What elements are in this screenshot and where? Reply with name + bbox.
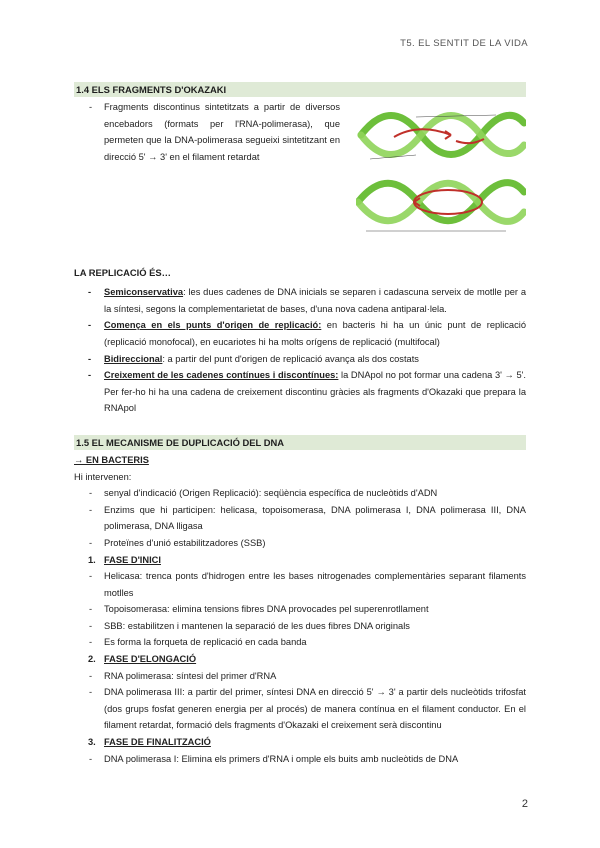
lower-helix [358, 183, 524, 231]
phase-number: 2. [88, 654, 96, 665]
replication-term: Comença en els punts d'origen de replicació: [104, 320, 322, 331]
intervene-intro: Hi intervenen: [74, 471, 132, 482]
okazaki-row [74, 99, 526, 243]
replication-desc: : les dues cadenes de DNA inicials se separen i cadascuna serveix de motlle per a la síntesi, segons la complementarietat de bases, d'una nova cadena antiparal·lela. [104, 287, 526, 314]
list-item: - Topoisomerasa: elimina tensions fibres DNA provocades pel superenrotllament [74, 601, 526, 618]
replication-term: Creixement de les cadenes contínues i discontínues: [104, 370, 339, 381]
replication-term: Bidireccional [104, 353, 163, 364]
replication-desc: : a partir del punt d'origen de replicació avança als dos costats [162, 353, 419, 364]
list-item: - RNA polimerasa: síntesi del primer d'RNA [74, 668, 526, 685]
phase-number: 3. [88, 737, 96, 748]
bacteria-heading: → EN BACTERIS [74, 454, 149, 465]
phase-number: 1. [88, 554, 96, 565]
okazaki-text [74, 99, 340, 243]
list-item: - DNA polimerasa I: Elimina els primers d'RNA i omple els buits amb nucleòtids de DNA [74, 751, 526, 768]
phase-title: FASE DE FINALITZACIÓ [104, 737, 211, 748]
replication-desc: la DNApol no pot formar una cadena 3' → 5'. Per fer-ho hi ha una cadena de creixement discontinu gràcies als fragments d'Okazaki que prepara la RNApol [104, 370, 527, 414]
replication-list [74, 284, 526, 417]
running-header: T5. EL SENTIT DE LA VIDA [400, 38, 528, 49]
section-duplication [74, 435, 526, 767]
replication-item [74, 317, 526, 350]
section-title-okazaki: 1.4 ELS FRAGMENTS D'OKAZAKI [74, 82, 526, 97]
replication-term: Semiconservativa [104, 287, 184, 298]
list-item: - Helicasa: trenca ponts d'hidrogen entre les bases nitrogenades complementàries separant filaments motlles [74, 568, 526, 601]
section-title-duplication: 1.5 EL MECANISME DE DUPLICACIÓ DEL DNA [74, 435, 526, 450]
page-number: 2 [521, 798, 528, 810]
dna-replication-figure [356, 107, 526, 243]
list-item: - DNA polimerasa III: a partir del primer, síntesi DNA en direcció 5' → 3' a partir dels nucleòtids trifosfat (dos grups fosfat generen energia per al procés) de manera contínua en el filament conductor. En el filament retardat, formació dels fragments d'Okazaki el creixement serà discontinu [74, 684, 526, 734]
replication-item [74, 351, 526, 368]
phase-title: FASE D'ELONGACIÓ [104, 654, 197, 665]
list-item: - senyal d'indicació (Origen Replicació): seqüència específica de nucleòtids d'ADN [74, 485, 526, 502]
page-content [74, 82, 526, 767]
upper-helix [361, 115, 524, 159]
dna-helix-diagram [356, 107, 526, 237]
phase-title: FASE D'INICI [104, 554, 161, 565]
list-item: - SBB: estabilitzen i mantenen la separació de les dues fibres DNA originals [74, 618, 526, 635]
okazaki-bullet: - Fragments discontinus sintetitzats a partir de diversos encebadors (formats per l'RNA-polimerasa), que permeten que la DNA-polimerasa segueixi sintetitzant en direcció 5' → 3' en el filament retardat [74, 99, 340, 165]
list-item: - Proteïnes d'unió estabilitzadores (SSB) [74, 535, 526, 552]
replication-desc: en bacteris hi ha un únic punt de replicació (replicació monofocal), en eucariotes hi ha molts orígens de replicació (multifocal) [104, 320, 526, 347]
phase-heading [74, 651, 526, 668]
list-item: - Es forma la forqueta de replicació en cada banda [74, 634, 526, 651]
replication-item [74, 367, 526, 417]
phase-heading [74, 734, 526, 751]
phase-heading [74, 552, 526, 569]
replication-item [74, 284, 526, 317]
list-item: - Enzims que hi participen: helicasa, topoisomerasa, DNA polimerasa I, DNA polimerasa III, DNA polimerasa, DNA lligasa [74, 502, 526, 535]
replication-heading: LA REPLICACIÓ ÉS… [74, 266, 172, 278]
